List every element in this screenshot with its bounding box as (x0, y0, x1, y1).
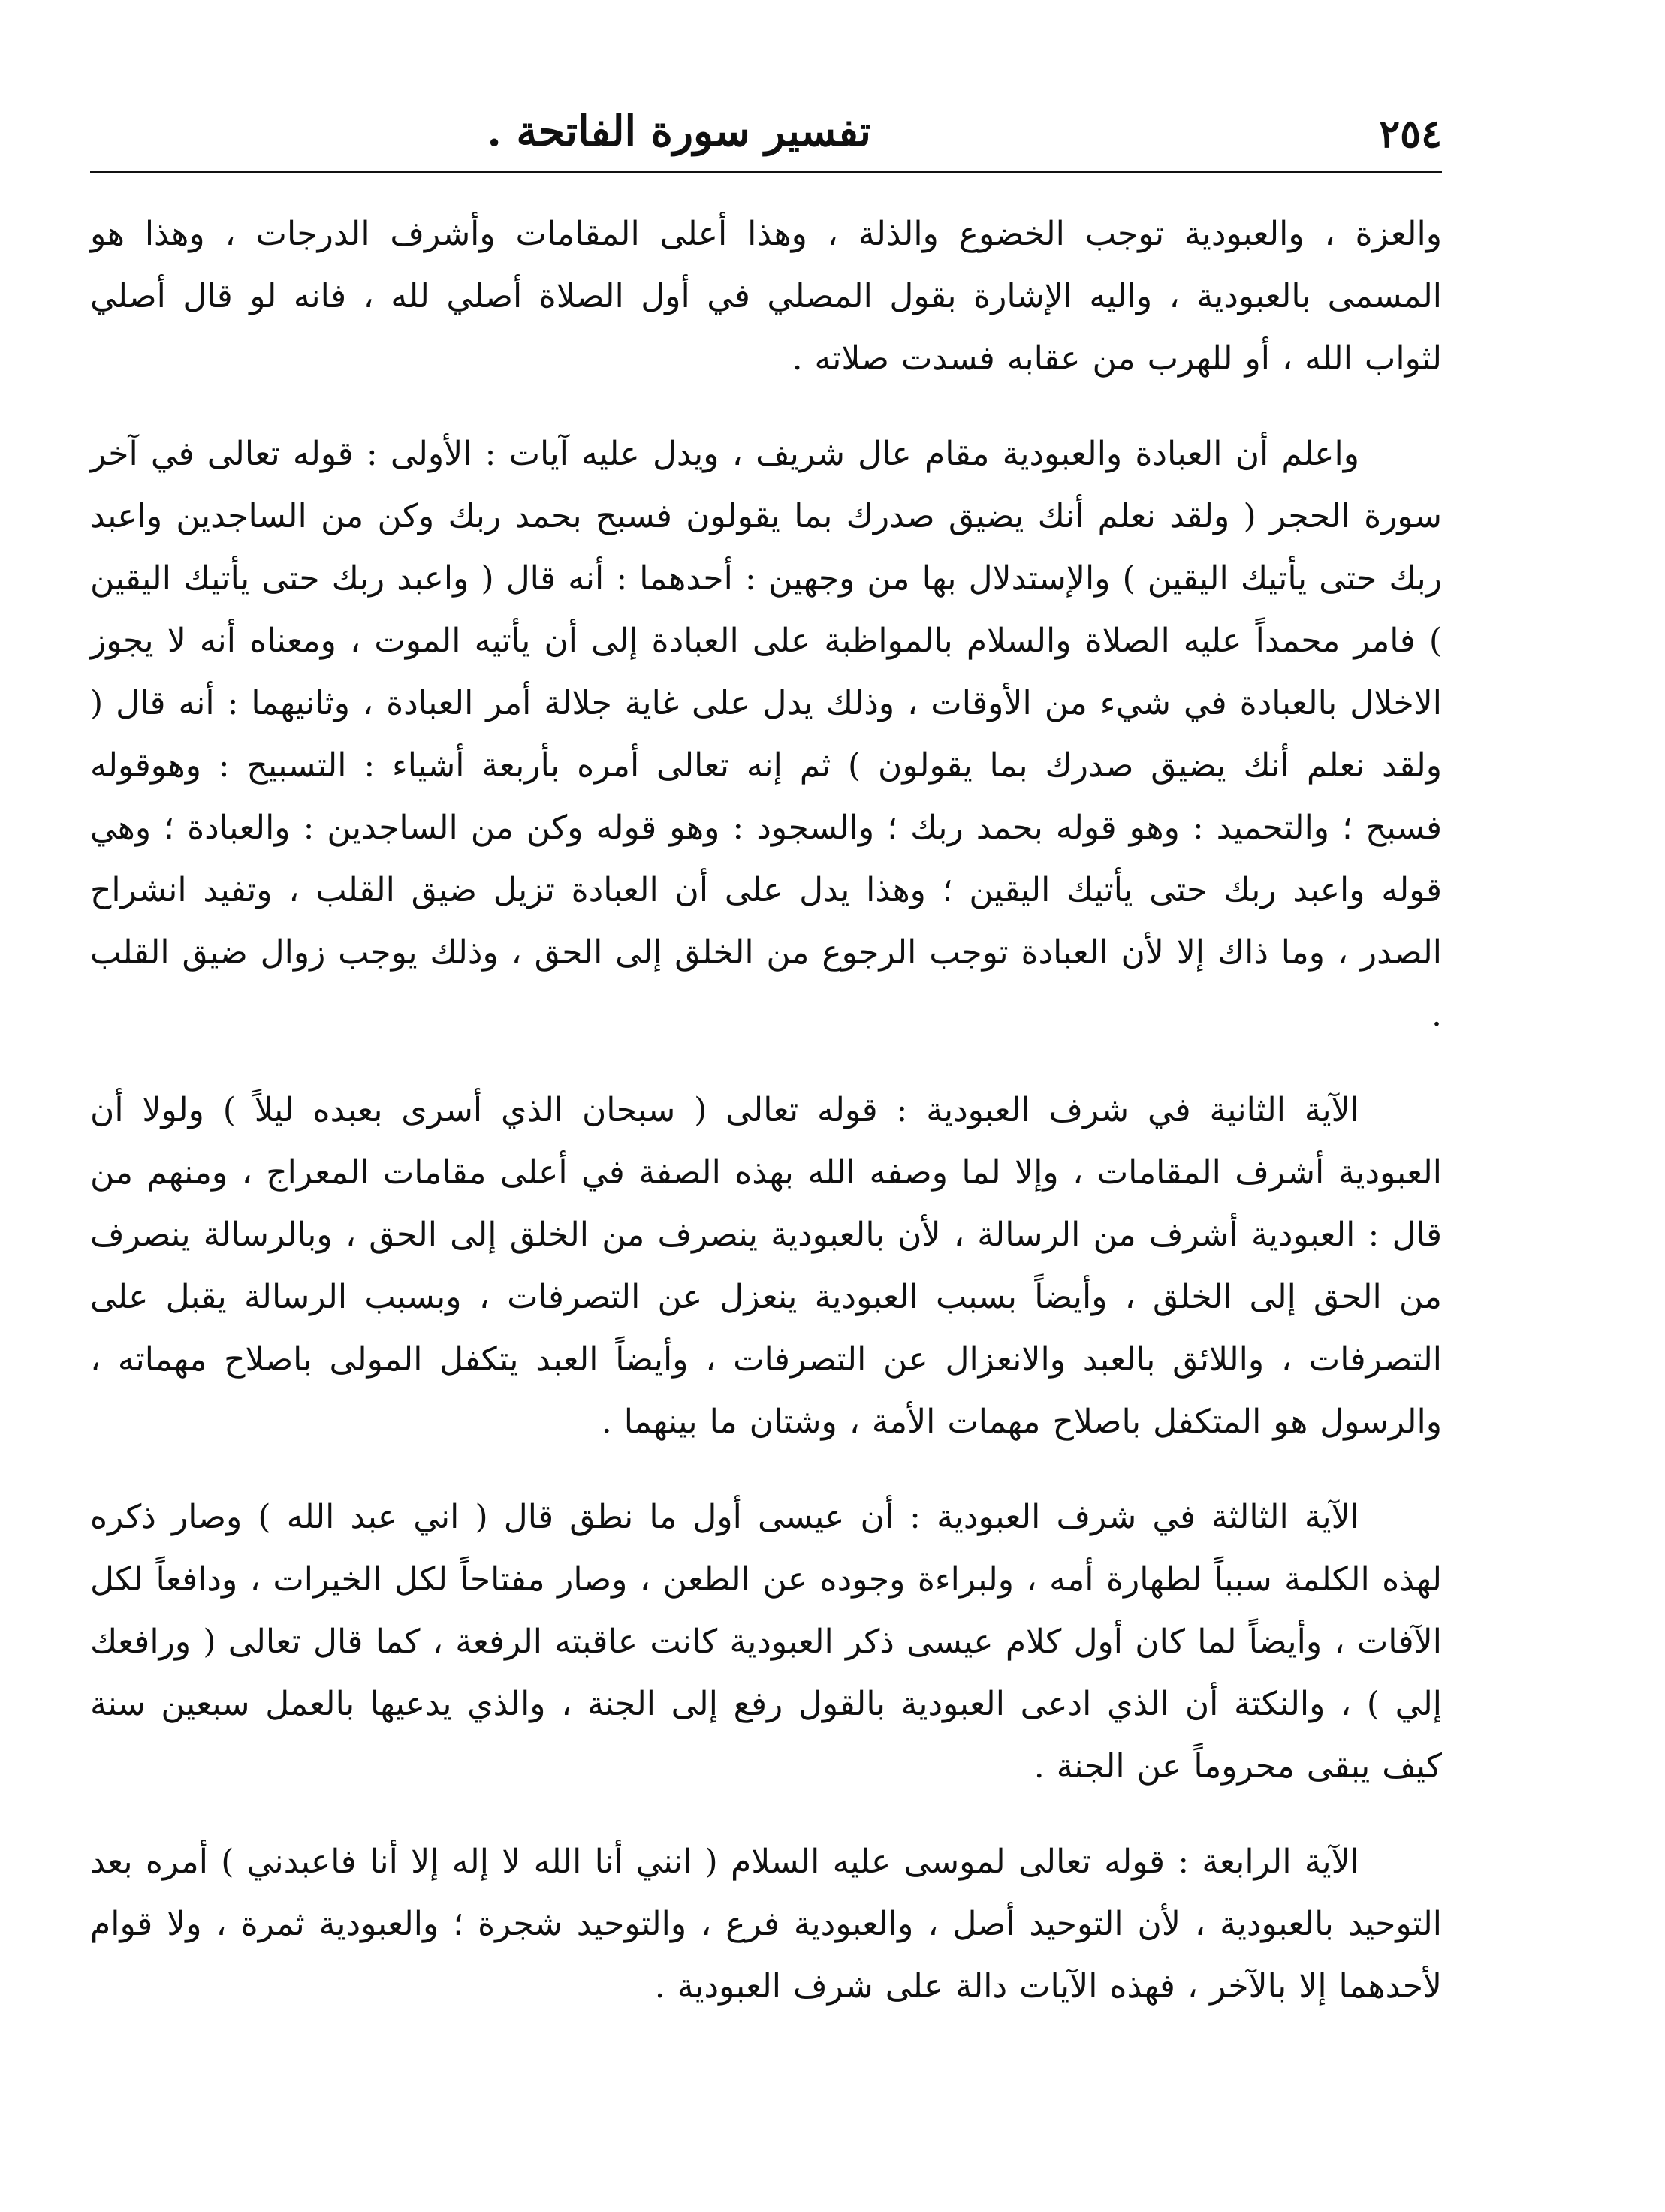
paragraph: الآية الثالثة في شرف العبودية : أن عيسى أول ما نطق قال ( اني عبد الله ) وصار ذكره لهذه الكلمة سبباً لطهارة أمه ، ولبراءة وجوده عن الطعن ، وصار مفتاحاً لكل الخيرات ، ودافعاً لكل الآفات ، وأيضاً لما كان أول كلام عيسى ذكر العبودية كانت عاقبته الرفعة ، كما قال تعالى ( ورافعك إلي ) ، والنكتة أن الذي ادعى العبودية بالقول رفع إلى الجنة ، والذي يدعيها بالعمل سبعين سنة كيف يبقى محروماً عن الجنة . (90, 1498, 1442, 1786)
header-rule (90, 171, 1442, 173)
paragraph: الآية الثانية في شرف العبودية : قوله تعالى ( سبحان الذي أسرى بعبده ليلاً ) ولولا أن العبودية أشرف المقامات ، وإلا لما وصفه الله بهذه الصفة في أعلى مقامات المعراج ، ومنهم من قال : العبودية أشرف من الرسالة ، لأن بالعبودية ينصرف من الخلق إلى الحق ، وبالرسالة ينصرف من الحق إلى الخلق ، وأيضاً بسبب العبودية ينعزل عن التصرفات ، وبسبب الرسالة يقبل على التصرفات ، واللائق بالعبد والانعزال عن التصرفات ، وأيضاً العبد يتكفل المولى باصلاح مهماته ، والرسول هو المتكفل باصلاح مهمات الأمة ، وشتان ما بينهما . (90, 1091, 1442, 1441)
running-title: تفسير سورة الفاتحة . (487, 107, 871, 156)
page-body (90, 203, 1442, 2051)
page-number: ٢٥٤ (1379, 111, 1442, 157)
paragraph: الآية الرابعة : قوله تعالى لموسى عليه السلام ( انني أنا الله لا إله إلا أنا فاعبدني ) أمره بعد التوحيد بالعبودية ، لأن التوحيد أصل ، والعبودية فرع ، والتوحيد شجرة ؛ والعبودية ثمرة ، ولا قوام لأحدهما إلا بالآخر ، فهذه الآيات دالة على شرف العبودية . (90, 1843, 1442, 2006)
page-header (90, 98, 1442, 173)
paragraph: واعلم أن العبادة والعبودية مقام عال شريف ، ويدل عليه آيات : الأولى : قوله تعالى في آخر سورة الحجر ( ولقد نعلم أنك يضيق صدرك بما يقولون فسبح بحمد ربك وكن من الساجدين واعبد ربك حتى يأتيك اليقين ) والإستدلال بها من وجهين : أحدهما : أنه قال ( واعبد ربك حتى يأتيك اليقين ) فامر محمداً عليه الصلاة والسلام بالمواظبة على العبادة إلى أن يأتيه الموت ، ومعناه أنه لا يجوز الاخلال بالعبادة في شيء من الأوقات ، وذلك يدل على غاية جلالة أمر العبادة ، وثانيهما : أنه قال ( ولقد نعلم أنك يضيق صدرك بما يقولون ) ثم إنه تعالى أمره بأربعة أشياء : التسبيح : وهوقوله فسبح ؛ والتحميد : وهو قوله بحمد ربك ؛ والسجود : وهو قوله وكن من الساجدين : والعبادة ؛ وهي قوله واعبد ربك حتى يأتيك اليقين ؛ وهذا يدل على أن العبادة تزيل ضيق القلب ، وتفيد انشراح الصدر ، وما ذاك إلا لأن العبادة توجب الرجوع من الخلق إلى الحق ، وذلك يوجب زوال ضيق القلب . (90, 435, 1443, 1034)
paragraph: والعزة ، والعبودية توجب الخضوع والذلة ، وهذا أعلى المقامات وأشرف الدرجات ، وهذا هو المسمى بالعبودية ، واليه الإشارة بقول المصلي في أول الصلاة أصلي لله ، فانه لو قال أصلي لثواب الله ، أو للهرب من عقابه فسدت صلاته . (90, 215, 1442, 378)
